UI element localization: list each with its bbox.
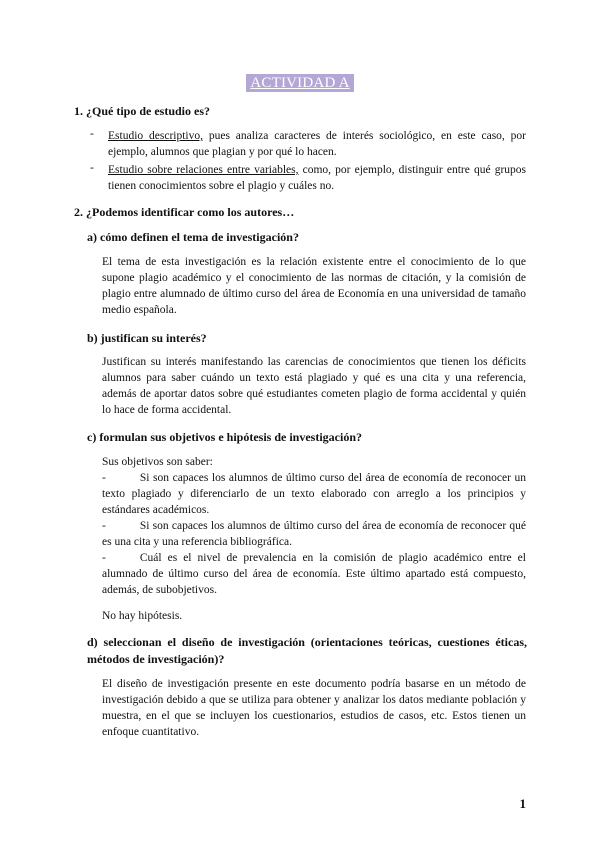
- page-number: 1: [519, 796, 526, 811]
- title-text: ACTIVIDAD A: [246, 74, 353, 92]
- question-2-heading: 2. ¿Podemos identificar como los autores…: [74, 205, 295, 219]
- bullet-text: como, por ejemplo, distinguir entre qué grupos tienen conocimientos sobre el plagio y cuáles no.: [108, 164, 527, 192]
- bullet-term: Estudio sobre relaciones entre variables,: [108, 164, 299, 176]
- subquestion-b-heading: b) justifican su interés?: [87, 331, 207, 345]
- answer-b-paragraph: Justifican su interés manifestando las carencias de conocimientos que tienen los déficits alumnos para saber cuándo un texto está plagiado y qué es una cita y una referencia, además de aportar datos sobre qué estudiantes cometen plagio de forma accidental y quién lo hace de forma accidental.: [102, 356, 526, 416]
- subquestion-a-heading: a) cómo definen el tema de investigación?: [87, 230, 299, 244]
- bullet-dash: -: [90, 162, 94, 174]
- objective-text: Cuál es el nivel de prevalencia en la comisión de plagio académico entre el alumnado de último curso del área de economía. Este último apartado está compuesto, además, de subobjetivos.: [102, 552, 526, 596]
- objectives-intro: Sus objetivos son saber:: [102, 456, 213, 468]
- question-1-heading: 1. ¿Qué tipo de estudio es?: [74, 104, 211, 118]
- objective-item: [102, 470, 526, 518]
- no-hypothesis-note: No hay hipótesis.: [102, 610, 183, 622]
- subquestion-d-heading: d) seleccionan el diseño de investigación (orientaciones teóricas, cuestiones éticas, métodos de investigación)?: [87, 635, 527, 666]
- objective-item: [102, 550, 526, 598]
- objective-dash: -: [102, 520, 106, 532]
- objective-text: Si son capaces los alumnos de último curso del área de economía de reconocer un texto plagiado y diferenciarlo de un texto elaborado con arreglo a los principios y estándares académicos.: [102, 472, 526, 516]
- bullet-descriptive-study: [108, 128, 526, 160]
- bullet-term: Estudio descriptivo,: [108, 130, 203, 142]
- page-title: [0, 74, 600, 92]
- subquestion-c-heading: c) formulan sus objetivos e hipótesis de investigación?: [87, 430, 363, 444]
- objective-item: [102, 518, 526, 550]
- bullet-variable-relations: [108, 162, 526, 194]
- objective-text: Si son capaces los alumnos de último curso del área de economía de reconocer qué es una cita y una referencia bibliográfica.: [102, 520, 526, 548]
- bullet-dash: -: [90, 128, 94, 140]
- objective-dash: -: [102, 472, 106, 484]
- objective-dash: -: [102, 552, 106, 564]
- bullet-text: pues analiza caracteres de interés sociológico, en este caso, por ejemplo, alumnos que plagian y por qué lo hacen.: [108, 130, 526, 158]
- answer-a-paragraph: El tema de esta investigación es la relación existente entre el conocimiento de lo que supone plagio académico y el conocimiento de las normas de citación, y la comisión de plagio entre alumnado de último curso del área de Economía en una universidad de tamaño medio española.: [102, 256, 526, 316]
- answer-d-paragraph: El diseño de investigación presente en este documento podría basarse en un método de investigación debido a que se utiliza para obtener y analizar los datos mediante población y muestra, en el que se incluyen los cuestionarios, estudios de casos, etc. Estos tienen un enfoque cuantitativo.: [102, 678, 526, 738]
